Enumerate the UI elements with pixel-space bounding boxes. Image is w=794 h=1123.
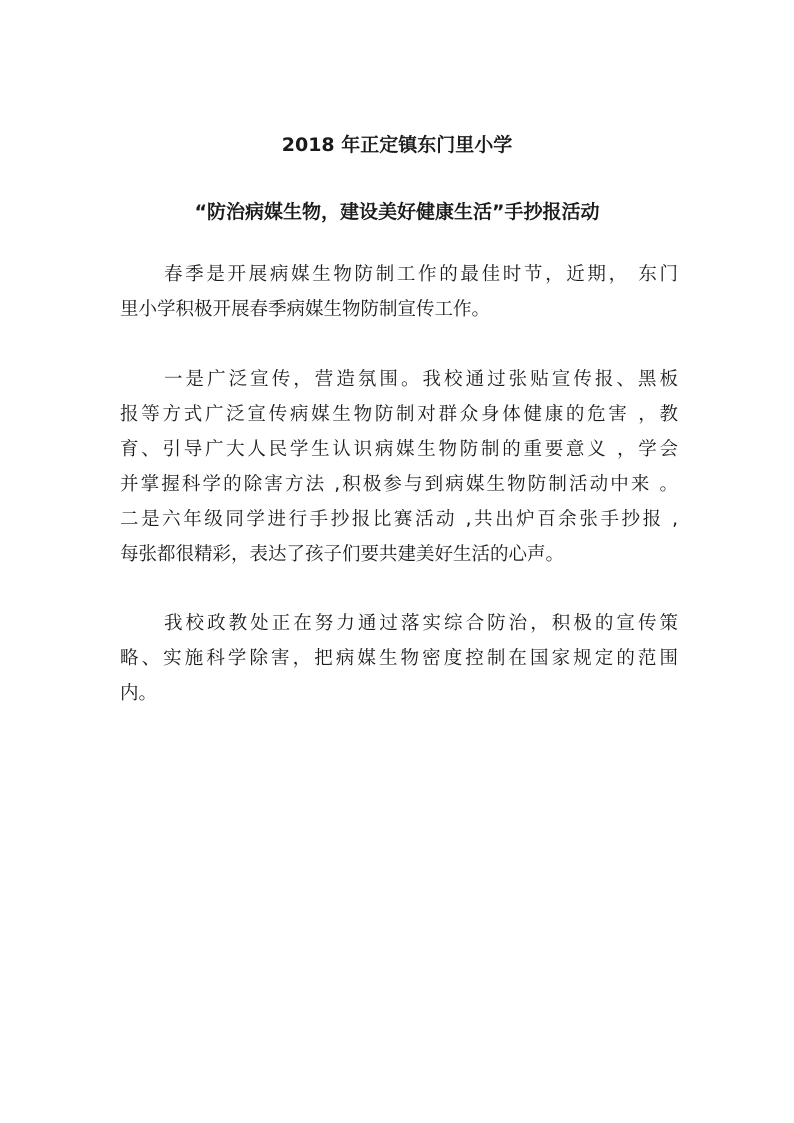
paragraph-line: 一是广泛宣传，营造氛围。我校通过张贴宣传报、黑板	[164, 369, 678, 390]
paragraph-line: 二是六年级同学进行手抄报比赛活动 ,共出炉百余张手抄报 ,	[120, 509, 678, 530]
activity-title: “防治病媒生物，建设美好健康生活”手抄报活动	[194, 201, 600, 223]
paragraph-conclusion	[120, 606, 678, 711]
paragraph-measures	[120, 362, 678, 572]
paragraph-line: 并掌握科学的除害方法 ,积极参与到病媒生物防制活动中来 。	[120, 474, 678, 495]
paragraph-line: 报等方式广泛宣传病媒生物防制对群众身体健康的危害 ，教	[120, 404, 678, 425]
paragraph-line: 内。	[120, 683, 158, 704]
paragraph-line: 育、引导广大人民学生认识病媒生物防制的重要意义 ，学会	[120, 439, 678, 460]
paragraph-intro	[120, 257, 678, 327]
paragraph-line: 春季是开展病媒生物防制工作的最佳时节，近期， 东门	[164, 264, 678, 285]
paragraph-line: 略、实施科学除害，把病媒生物密度控制在国家规定的范围	[120, 648, 678, 669]
paragraph-line: 里小学积极开展春季病媒生物防制宣传工作。	[120, 299, 491, 320]
paragraph-line: 我校政教处正在努力通过落实综合防治，积极的宣传策	[164, 613, 678, 634]
paragraph-line: 每张都很精彩，表达了孩子们要共建美好生活的心声。	[120, 544, 565, 565]
document-title: 2018 年正定镇东门里小学	[281, 134, 513, 156]
